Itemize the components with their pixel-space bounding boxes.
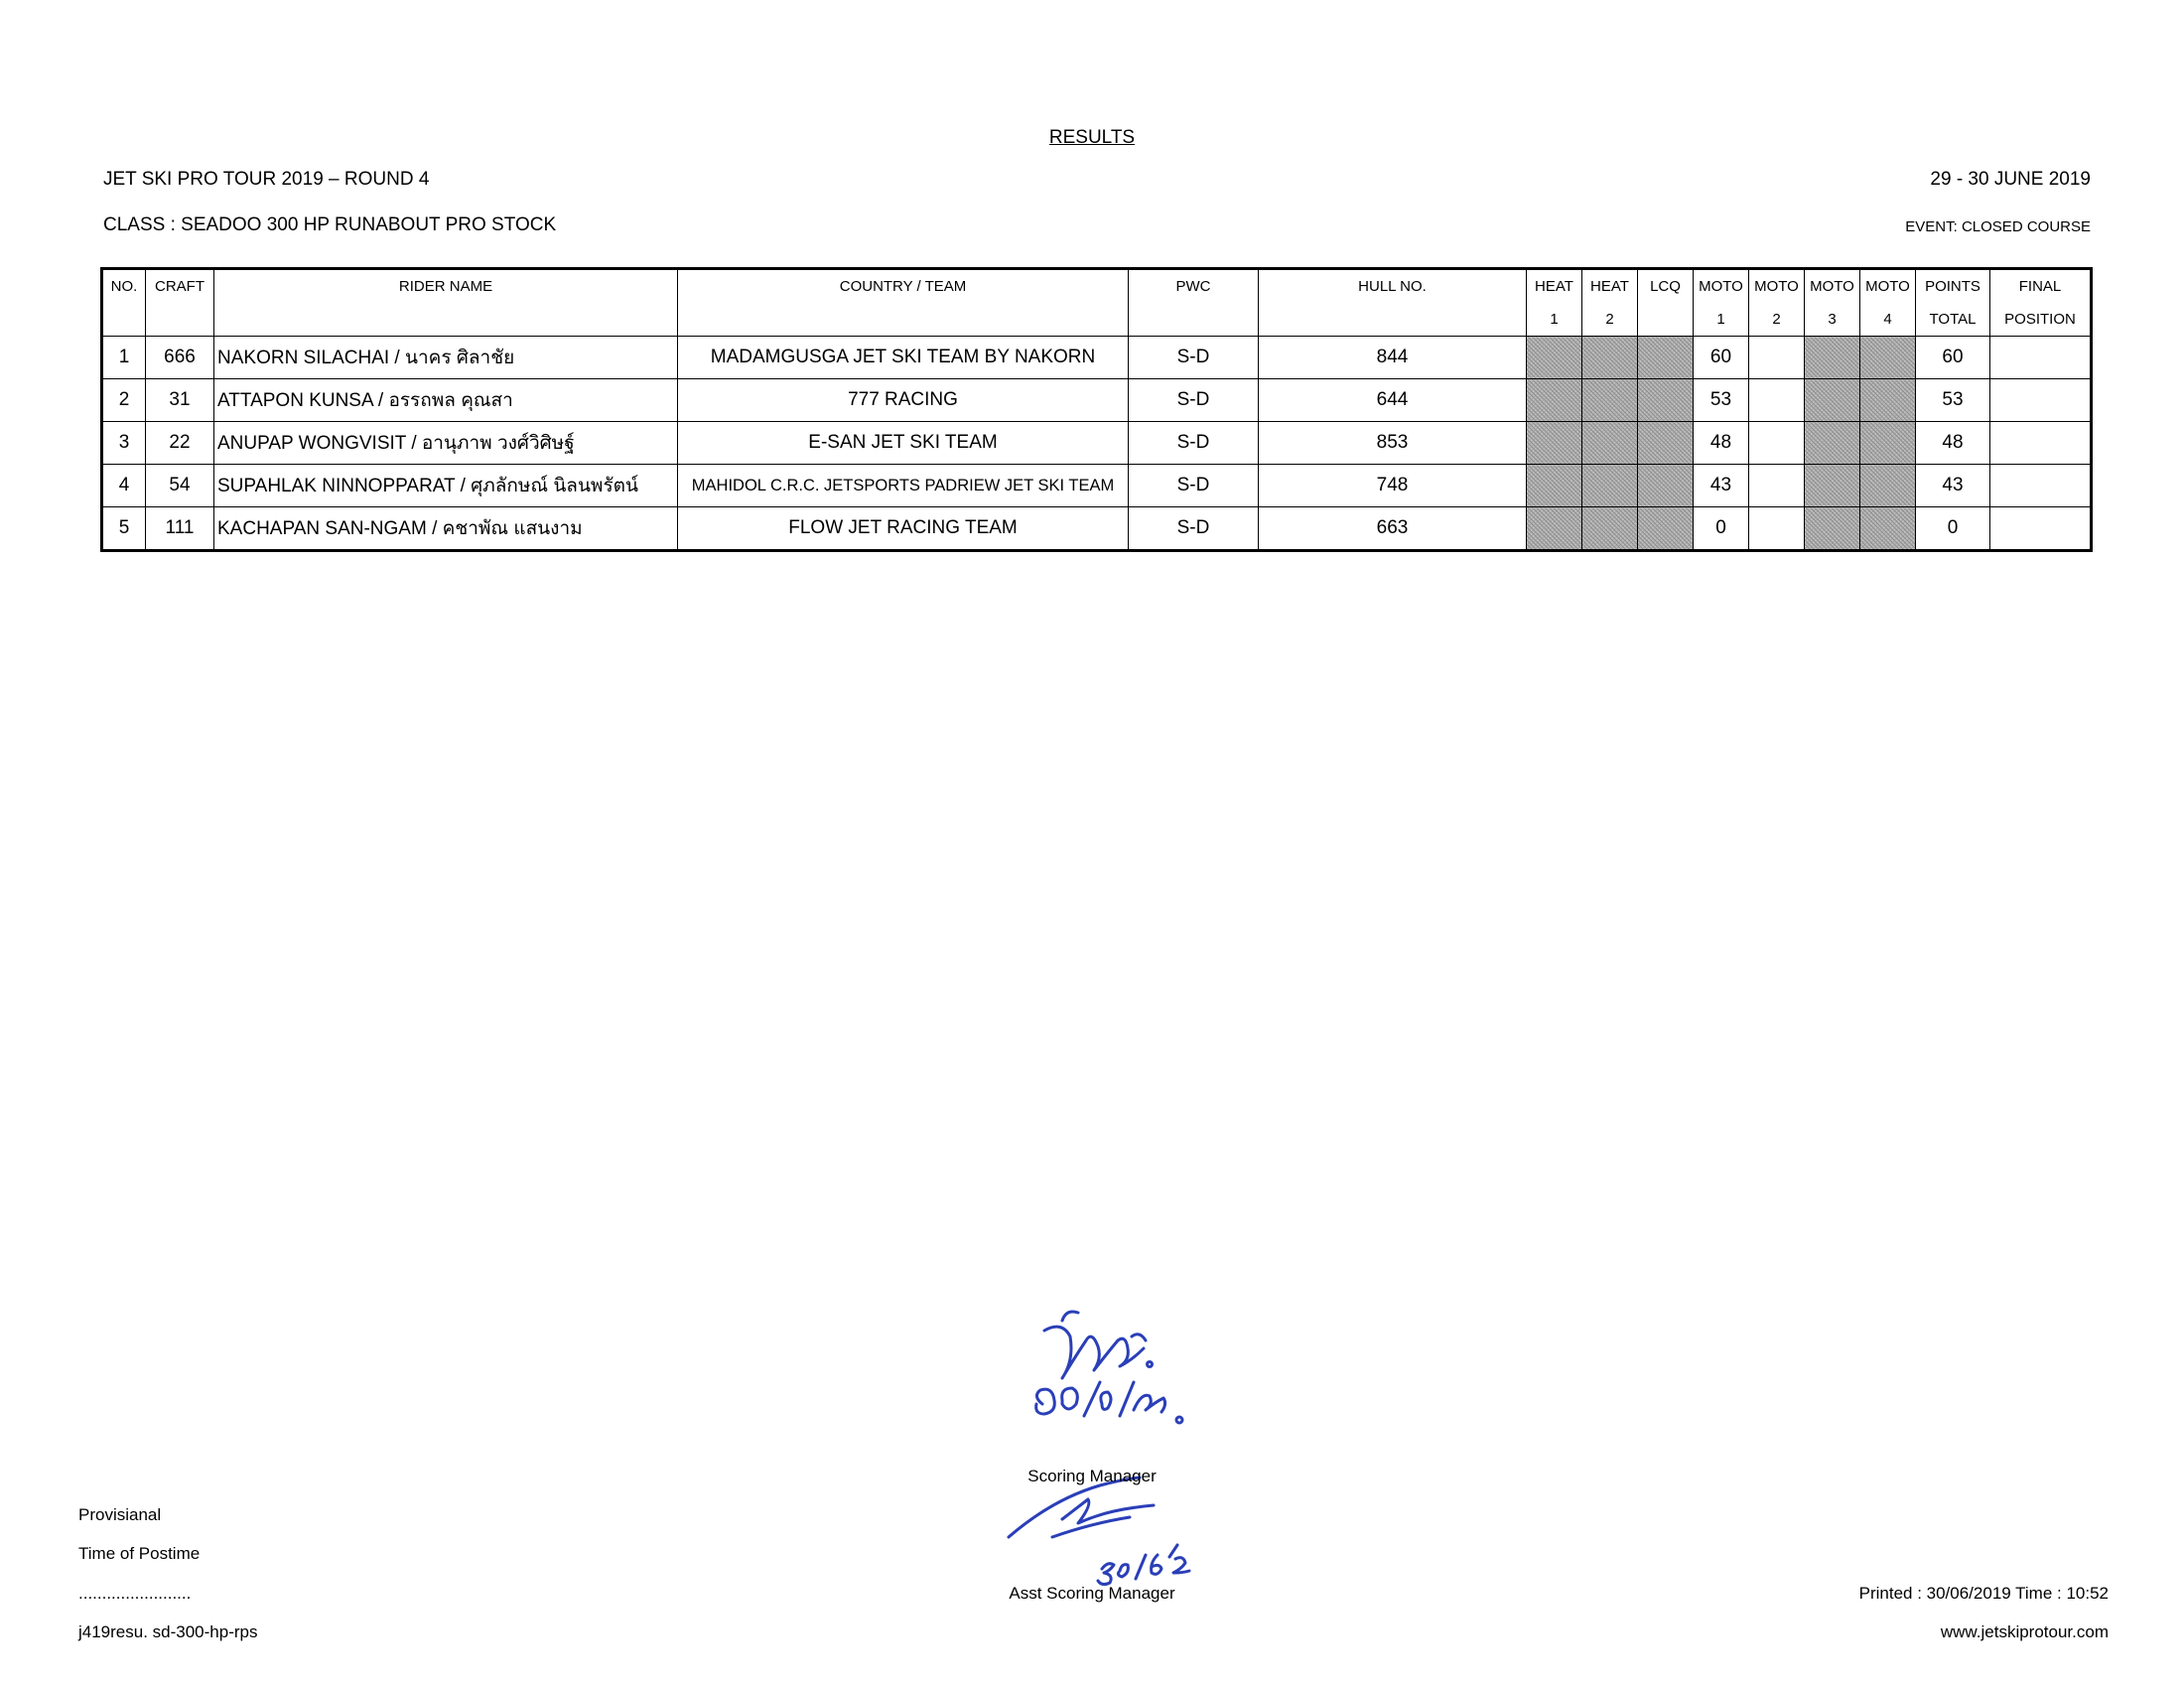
event-type: EVENT: CLOSED COURSE [1905, 218, 2091, 235]
asst-scoring-manager-label: Asst Scoring Manager [1009, 1584, 1175, 1603]
cell-points-total: 48 [1916, 422, 1990, 465]
cell-moto-1: 48 [1694, 422, 1749, 465]
cell-heat-2 [1582, 507, 1638, 551]
cell-pwc: S-D [1129, 422, 1259, 465]
cell-points-total: 53 [1916, 379, 1990, 422]
cell-moto-4 [1860, 465, 1916, 507]
cell-moto-4 [1860, 507, 1916, 551]
provisional-label: Provisianal [78, 1505, 162, 1524]
header-craft-sub [146, 303, 214, 337]
cell-lcq [1638, 337, 1694, 379]
cell-no: 4 [102, 465, 146, 507]
header-craft: CRAFT [146, 269, 214, 304]
cell-rider-name: ANUPAP WONGVISIT / อานุภาพ วงศ์วิศิษฐ์ [214, 422, 678, 465]
cell-heat-2 [1582, 379, 1638, 422]
cell-lcq [1638, 422, 1694, 465]
cell-rider-name: NAKORN SILACHAI / นาคร ศิลาชัย [214, 337, 678, 379]
cell-moto-1: 53 [1694, 379, 1749, 422]
header-pwc-sub [1129, 303, 1259, 337]
header-hull-no: HULL NO. [1259, 269, 1527, 304]
header-lcq-sub [1638, 303, 1694, 337]
printed-timestamp: Printed : 30/06/2019 Time : 10:52 [1858, 1584, 2109, 1603]
header-heat-2: HEAT [1582, 269, 1638, 304]
header-no: NO. [102, 269, 146, 304]
cell-final-position [1990, 379, 2092, 422]
cell-points-total: 60 [1916, 337, 1990, 379]
cell-pwc: S-D [1129, 337, 1259, 379]
header-moto-1: MOTO [1694, 269, 1749, 304]
cell-craft: 54 [146, 465, 214, 507]
cell-final-position [1990, 507, 2092, 551]
cell-heat-1 [1527, 337, 1582, 379]
cell-hull: 853 [1259, 422, 1527, 465]
cell-points-total: 0 [1916, 507, 1990, 551]
header-moto-1-sub: 1 [1694, 303, 1749, 337]
cell-pwc: S-D [1129, 379, 1259, 422]
header-heat-1-sub: 1 [1527, 303, 1582, 337]
document-title: RESULTS [1048, 127, 1136, 148]
cell-moto-4 [1860, 422, 1916, 465]
cell-moto-3 [1805, 422, 1860, 465]
cell-heat-2 [1582, 337, 1638, 379]
website-url: www.jetskiprotour.com [1940, 1622, 2109, 1641]
header-heat-1: HEAT [1527, 269, 1582, 304]
header-moto-4: MOTO [1860, 269, 1916, 304]
cell-final-position [1990, 465, 2092, 507]
scoring-manager-label: Scoring Manager [1027, 1467, 1157, 1485]
cell-hull: 844 [1259, 337, 1527, 379]
cell-moto-4 [1860, 337, 1916, 379]
cell-heat-2 [1582, 465, 1638, 507]
header-final: FINAL [1990, 269, 2092, 304]
cell-team: MAHIDOL C.R.C. JETSPORTS PADRIEW JET SKI TEAM [678, 465, 1129, 507]
cell-moto-2 [1749, 422, 1805, 465]
cell-pwc: S-D [1129, 465, 1259, 507]
header-points: POINTS [1916, 269, 1990, 304]
scoring-manager-signature [1023, 1301, 1201, 1450]
header-final-sub: POSITION [1990, 303, 2092, 337]
cell-hull: 644 [1259, 379, 1527, 422]
cell-moto-3 [1805, 507, 1860, 551]
time-of-postime-label: Time of Postime [78, 1544, 201, 1563]
cell-heat-2 [1582, 422, 1638, 465]
header-moto-3-sub: 3 [1805, 303, 1860, 337]
header-country-team: COUNTRY / TEAM [678, 269, 1129, 304]
cell-craft: 666 [146, 337, 214, 379]
cell-final-position [1990, 422, 2092, 465]
cell-no: 5 [102, 507, 146, 551]
header-rider-sub [214, 303, 678, 337]
event-dates: 29 - 30 JUNE 2019 [1930, 169, 2091, 190]
event-name: JET SKI PRO TOUR 2019 – ROUND 4 [103, 169, 430, 190]
header-lcq: LCQ [1638, 269, 1694, 304]
cell-moto-3 [1805, 465, 1860, 507]
cell-no: 2 [102, 379, 146, 422]
table-row [102, 507, 2092, 551]
header-moto-4-sub: 4 [1860, 303, 1916, 337]
cell-moto-1: 43 [1694, 465, 1749, 507]
header-no-sub [102, 303, 146, 337]
cell-team: MADAMGUSGA JET SKI TEAM BY NAKORN [678, 337, 1129, 379]
cell-moto-3 [1805, 337, 1860, 379]
cell-moto-3 [1805, 379, 1860, 422]
cell-team: E-SAN JET SKI TEAM [678, 422, 1129, 465]
cell-heat-1 [1527, 379, 1582, 422]
table-row [102, 465, 2092, 507]
header-moto-3: MOTO [1805, 269, 1860, 304]
class-name: CLASS : SEADOO 300 HP RUNABOUT PRO STOCK [103, 214, 557, 235]
cell-team: FLOW JET RACING TEAM [678, 507, 1129, 551]
cell-final-position [1990, 337, 2092, 379]
cell-heat-1 [1527, 422, 1582, 465]
table-row [102, 337, 2092, 379]
cell-craft: 111 [146, 507, 214, 551]
header-hull-sub [1259, 303, 1527, 337]
cell-moto-2 [1749, 337, 1805, 379]
file-code: j419resu. sd-300-hp-rps [78, 1622, 258, 1641]
header-heat-2-sub: 2 [1582, 303, 1638, 337]
table-row [102, 422, 2092, 465]
cell-hull: 663 [1259, 507, 1527, 551]
cell-heat-1 [1527, 507, 1582, 551]
cell-lcq [1638, 379, 1694, 422]
cell-no: 3 [102, 422, 146, 465]
cell-hull: 748 [1259, 465, 1527, 507]
cell-rider-name: ATTAPON KUNSA / อรรถพล คุณสา [214, 379, 678, 422]
cell-rider-name: SUPAHLAK NINNOPPARAT / ศุภลักษณ์ นิลนพรัตน์ [214, 465, 678, 507]
header-points-sub: TOTAL [1916, 303, 1990, 337]
cell-lcq [1638, 507, 1694, 551]
cell-points-total: 43 [1916, 465, 1990, 507]
cell-moto-1: 60 [1694, 337, 1749, 379]
cell-craft: 22 [146, 422, 214, 465]
cell-moto-1: 0 [1694, 507, 1749, 551]
header-team-sub [678, 303, 1129, 337]
cell-moto-2 [1749, 465, 1805, 507]
cell-lcq [1638, 465, 1694, 507]
cell-moto-4 [1860, 379, 1916, 422]
table-row [102, 379, 2092, 422]
cell-team: 777 RACING [678, 379, 1129, 422]
cell-rider-name: KACHAPAN SAN-NGAM / คชาพัณ แสนงาม [214, 507, 678, 551]
cell-heat-1 [1527, 465, 1582, 507]
cell-no: 1 [102, 337, 146, 379]
header-pwc: PWC [1129, 269, 1259, 304]
header-moto-2-sub: 2 [1749, 303, 1805, 337]
postime-blank: ........................ [78, 1584, 192, 1603]
cell-moto-2 [1749, 507, 1805, 551]
cell-moto-2 [1749, 379, 1805, 422]
header-rider-name: RIDER NAME [214, 269, 678, 304]
header-moto-2: MOTO [1749, 269, 1805, 304]
results-table [100, 267, 2093, 552]
cell-pwc: S-D [1129, 507, 1259, 551]
cell-craft: 31 [146, 379, 214, 422]
